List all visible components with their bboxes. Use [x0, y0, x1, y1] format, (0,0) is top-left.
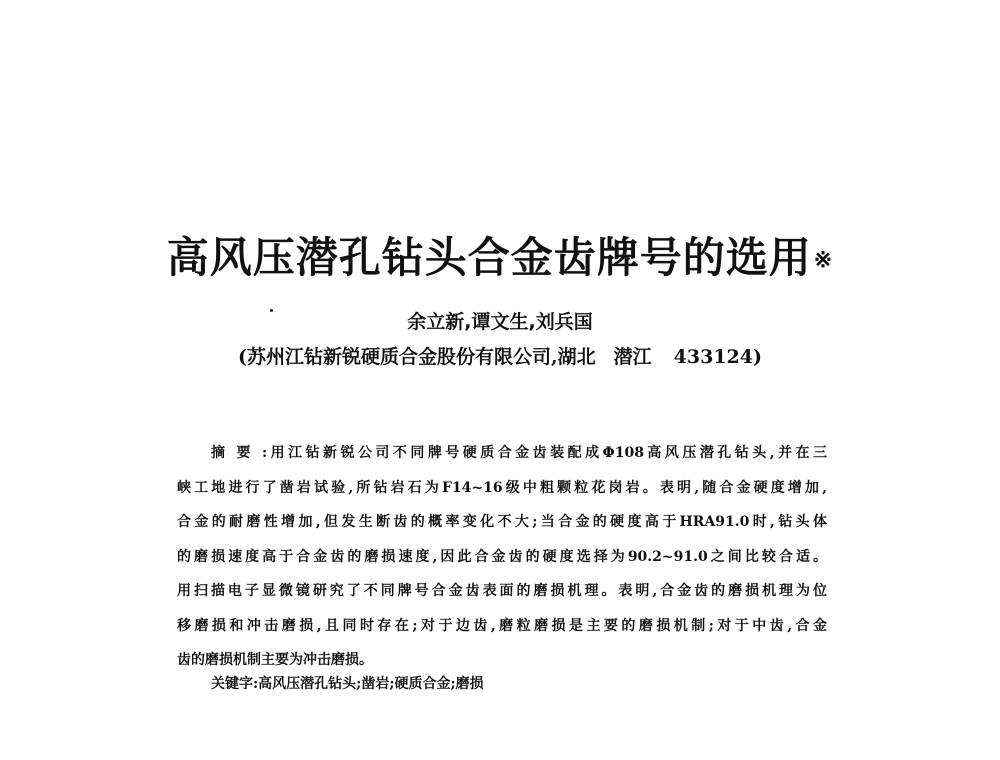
- affiliation-org: 苏州江钻新锐硬质合金股份有限公司: [247, 346, 552, 368]
- affiliation-city: 潜江: [613, 346, 652, 368]
- keywords: [211, 669, 484, 699]
- abstract-line: 峡工地进行了凿岩试验,所钻岩石为F14~16级中粗颗粒花岗岩。表明,随合金硬度增加,: [177, 479, 827, 496]
- affiliation-open: (: [238, 346, 247, 368]
- abstract-line: 用扫描电子显微镜研究了不同牌号合金齿表面的磨损机理。表明,合金齿的磨损机理为位: [177, 583, 827, 599]
- keywords-label: 关键字: [211, 676, 253, 692]
- keywords-text: 高风压潜孔钻头;凿岩;硬质合金;磨损: [258, 676, 484, 692]
- paper-title: [0, 228, 1000, 288]
- keywords-colon: :: [253, 676, 259, 692]
- affiliation: [0, 341, 1000, 373]
- affiliation-province: 湖北: [557, 346, 596, 368]
- abstract-line: 的磨损速度高于合金齿的磨损速度,因此合金齿的硬度选择为90.2~91.0之间比较合适。: [177, 548, 827, 565]
- abstract-line: [177, 436, 827, 471]
- affiliation-postcode: 433124: [673, 346, 753, 368]
- abstract-line: 齿的磨损机制主要为冲击磨损。: [177, 652, 373, 668]
- affiliation-sep: ,: [551, 346, 558, 368]
- abstract-label: 摘要: [211, 445, 262, 461]
- abstract-line: 移磨损和冲击磨损,且同时存在;对于边齿,磨粒磨损是主要的磨损机制;对于中齿,合金: [177, 617, 827, 634]
- authors: 余立新,谭文生,刘兵国: [407, 311, 593, 333]
- abstract-line-text: 用江钻新锐公司不同牌号硬质合金齿装配成Φ108高风压潜孔钻头,并在三: [267, 445, 827, 461]
- title-text: 高风压潜孔钻头合金齿牌号的选用: [166, 233, 812, 282]
- abstract-line: 合金的耐磨性增加,但发生断齿的概率变化不大;当合金的硬度高于HRA91.0时,钻头体: [177, 514, 827, 530]
- abstract: [177, 436, 827, 678]
- affiliation-close: ): [753, 346, 762, 368]
- abstract-colon: :: [261, 445, 268, 461]
- title-footnote-mark: ※: [813, 247, 834, 273]
